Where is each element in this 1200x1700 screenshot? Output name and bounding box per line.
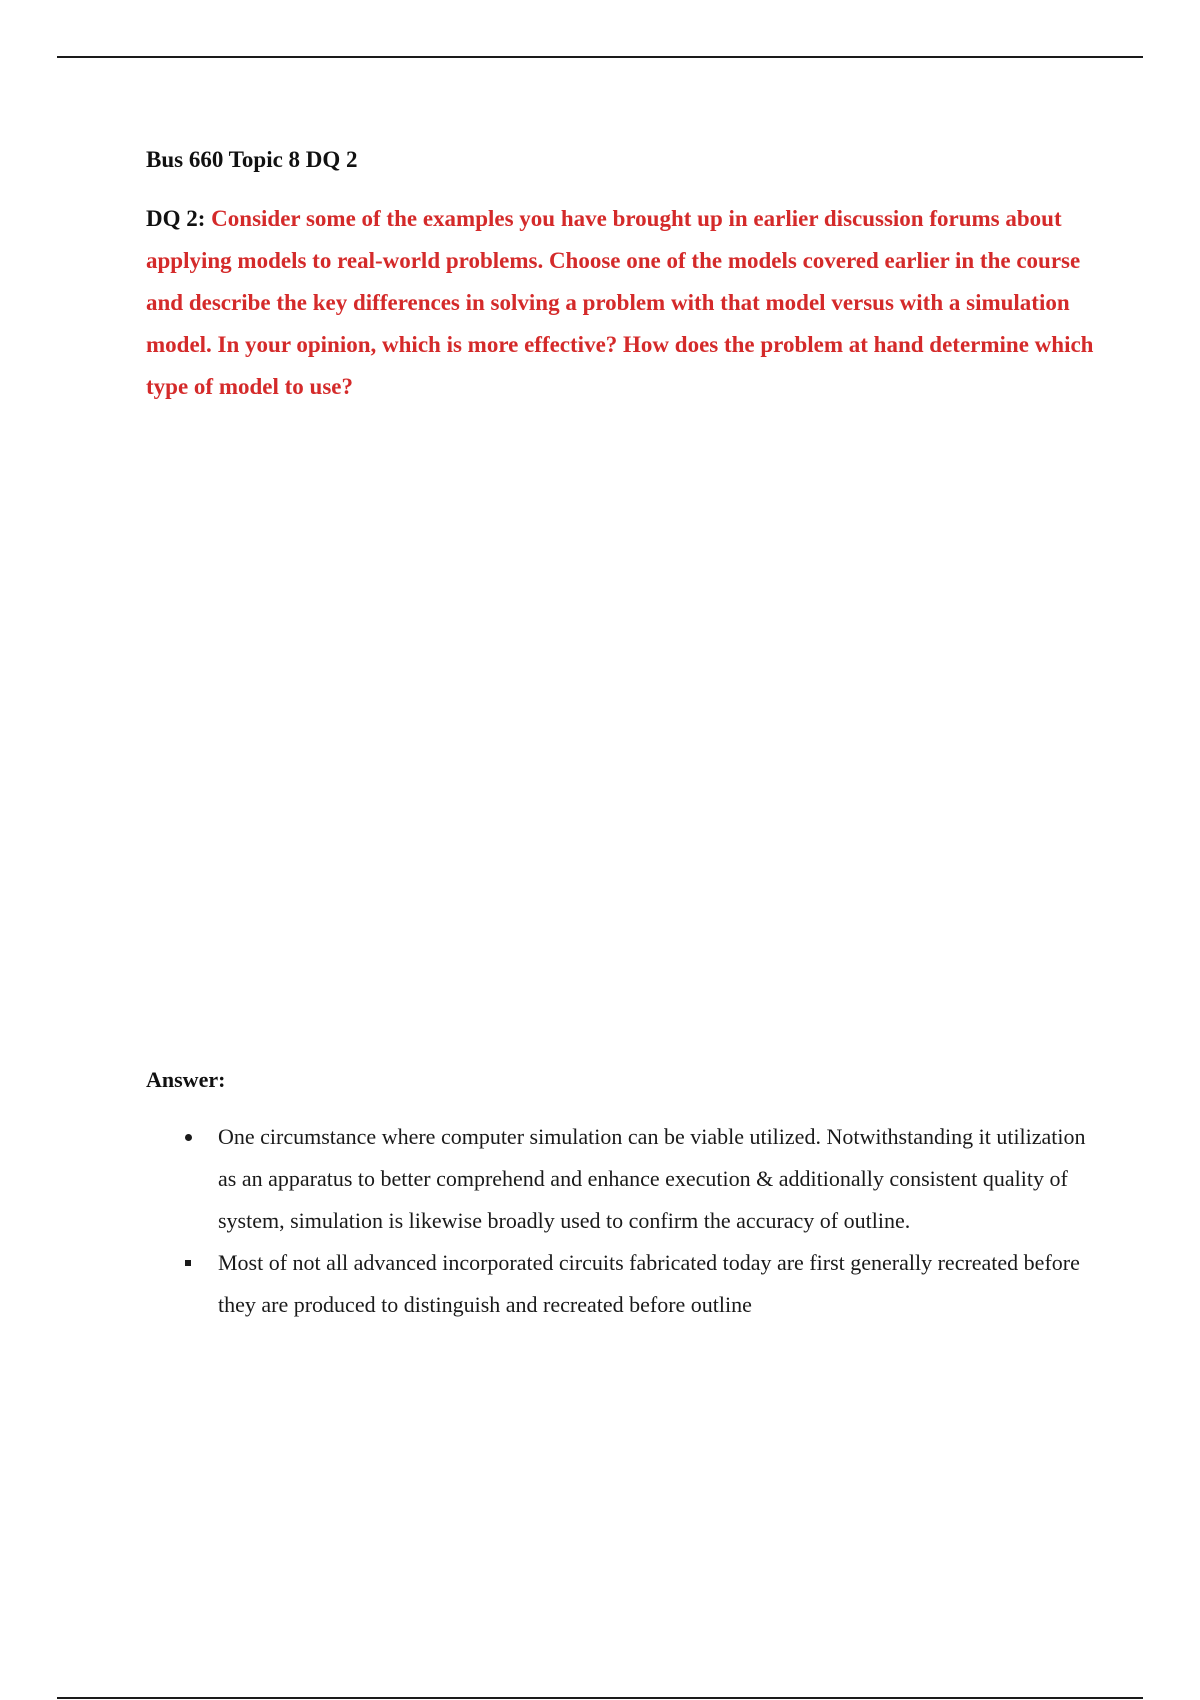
answer-item [146, 1242, 1086, 1326]
answer-item [146, 1116, 1086, 1242]
answer-heading: Answer: [146, 1067, 226, 1092]
answer-item-text: Most of not all advanced incorporated circuits fabricated today are first generally recreated before they are produced to distinguish and recreated before outline [218, 1250, 1080, 1317]
top-rule [57, 56, 1143, 58]
discussion-question [146, 198, 1096, 408]
question-label: DQ 2: [146, 206, 206, 231]
disc-bullet-icon [182, 1116, 194, 1158]
square-bullet-icon [182, 1242, 194, 1284]
question-text: Consider some of the examples you have brought up in earlier discussion forums about applying models to real-world problems. Choose one of the models covered earlier in the course and describe the key differences in solving a problem with that model versus with a simulation model. In your opinion, which is more effective? How does the problem at hand determine which type of model to use? [146, 206, 1094, 399]
bottom-rule [57, 1697, 1143, 1699]
page-title: Bus 660 Topic 8 DQ 2 [146, 147, 358, 172]
answer-list [146, 1116, 1086, 1326]
answer-item-text: One circumstance where computer simulation can be viable utilized. Notwithstanding it utilization as an apparatus to better comprehend and enhance execution & additionally consistent quality of system, simulation is likewise broadly used to confirm the accuracy of outline. [218, 1124, 1086, 1233]
